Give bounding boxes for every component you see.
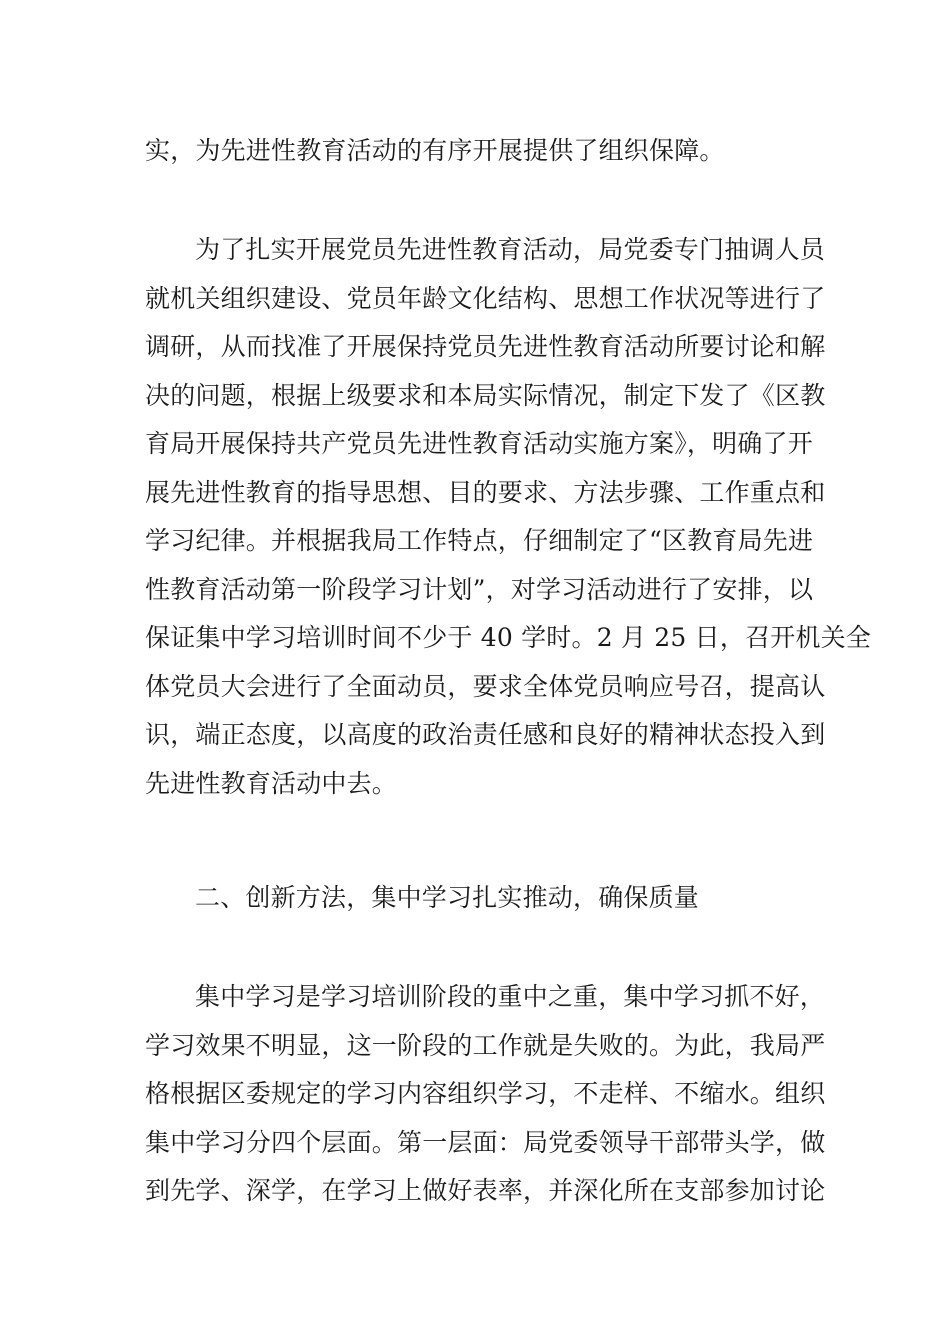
paragraph-preparation — [145, 226, 872, 808]
text-line: 集中学习分四个层面。第一层面：局党委领导干部带头学，做 — [145, 1127, 826, 1157]
text-line: 格根据区委规定的学习内容组织学习，不走样、不缩水。组织 — [145, 1079, 826, 1108]
text-line: 先进性教育活动中去。 — [145, 768, 398, 798]
text-line: 保证集中学习培训时间不少于 40 学时。2 月 25 日，召开机关全 — [145, 623, 872, 652]
text-line: 实，为先进性教育活动的有序开展提供了组织保障。 — [145, 136, 725, 165]
paragraph-centralized-study — [145, 973, 826, 1216]
text-line: 性教育活动第一阶段学习计划”，对学习活动进行了安排，以 — [145, 574, 814, 604]
text-line: 体党员大会进行了全面动员，要求全体党员响应号召，提高认 — [145, 671, 826, 701]
text-line: 到先学、深学，在学习上做好表率，并深化所在支部参加讨论 — [145, 1176, 826, 1205]
text-line: 为了扎实开展党员先进性教育活动，局党委专门抽调人员 — [195, 235, 826, 264]
text-line: 展先进性教育的指导思想、目的要求、方法步骤、工作重点和 — [145, 477, 826, 507]
paragraph-continuation — [145, 127, 810, 176]
section-heading — [145, 874, 810, 923]
text-line: 就机关组织建设、党员年龄文化结构、思想工作状况等进行了 — [145, 283, 826, 313]
text-line: 学习效果不明显，这一阶段的工作就是失败的。为此，我局严 — [145, 1030, 826, 1060]
text-line: 识，端正态度，以高度的政治责任感和良好的精神状态投入到 — [145, 720, 826, 749]
text-line: 集中学习是学习培训阶段的重中之重，集中学习抓不好， — [195, 982, 826, 1011]
heading-text: 二、创新方法，集中学习扎实推动，确保质量 — [195, 883, 700, 912]
text-line: 决的问题，根据上级要求和本局实际情况，制定下发了《区教 — [145, 380, 826, 410]
text-line: 调研，从而找准了开展保持党员先进性教育活动所要讨论和解 — [145, 332, 826, 361]
text-line: 学习纪律。并根据我局工作特点，仔细制定了“区教育局先进 — [145, 526, 814, 555]
text-line: 育局开展保持共产党员先进性教育活动实施方案》，明确了开 — [145, 429, 813, 458]
